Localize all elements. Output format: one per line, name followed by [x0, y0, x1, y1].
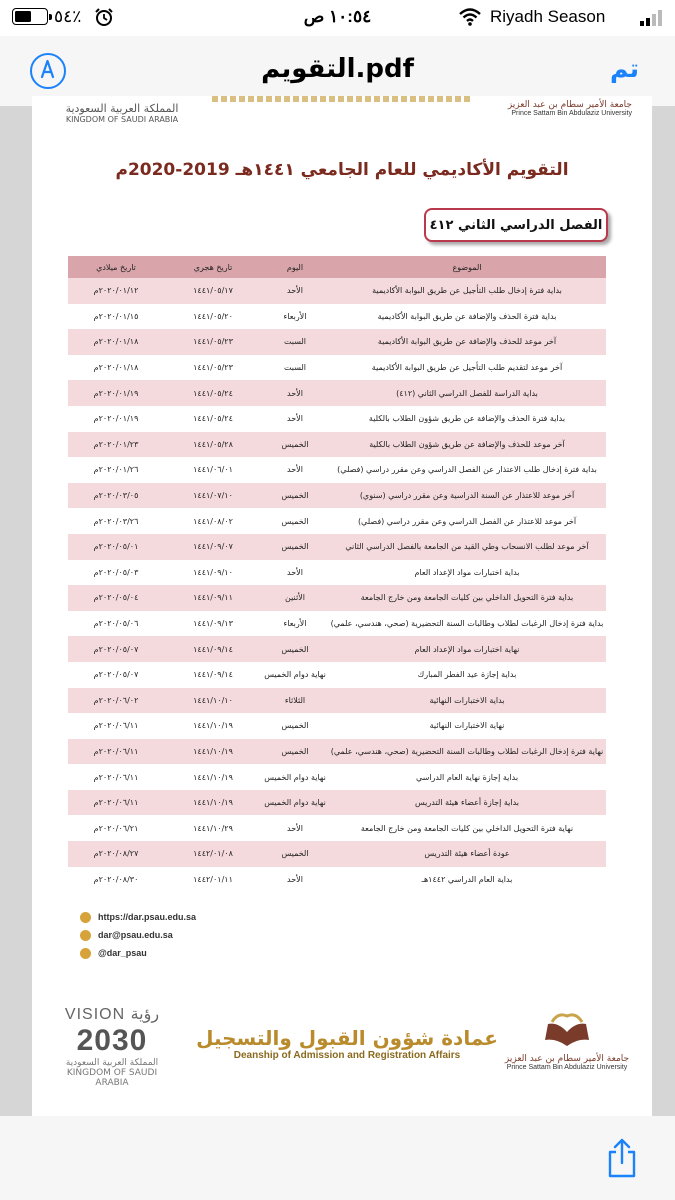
table-row	[68, 278, 606, 304]
cell-day: الخميس	[262, 739, 328, 765]
table-row	[68, 355, 606, 381]
table-row	[68, 380, 606, 406]
cell-gregorian-date: ٢٠٢٠/٠٣/٢٦م	[93, 516, 139, 526]
cell-gregorian-date: ٢٠٢٠/٠٣/٠٥م	[68, 483, 164, 509]
cell-hijri-date: ١٤٤١/١٠/١٩	[193, 721, 233, 731]
cell-gregorian-date: ٢٠٢٠/٠٥/٠٦م	[93, 619, 139, 629]
cell-topic: بداية إجازة أعضاء هيئة التدريس	[328, 790, 606, 816]
cell-gregorian-date: ٢٠٢٠/٠٥/٠١م	[68, 534, 164, 560]
cell-gregorian-date: ٢٠٢٠/٠٥/٠٣م	[93, 567, 139, 577]
cell-day: نهاية دوام الخميس	[264, 772, 326, 782]
cell-topic: آخر موعد للاعتذار عن الفصل الدراسي وعن مقرر دراسي (فصلي)	[357, 516, 577, 526]
cell-day: الأحد	[262, 278, 328, 304]
table-row	[68, 739, 606, 765]
bottom-toolbar	[0, 1116, 675, 1200]
cell-topic: بداية إجازة عيد الفطر المبارك	[417, 670, 517, 680]
website-text: https://dar.psau.edu.sa	[98, 912, 197, 922]
cell-topic: آخر موعد للاعتذار عن السنة الدراسية وعن مقرر دراسي (سنوي)	[328, 483, 606, 509]
vision-2030-logo	[52, 1004, 172, 1088]
pdf-viewer[interactable]	[0, 100, 675, 1116]
cell-day: نهاية دوام الخميس	[264, 670, 326, 680]
university-name-ar-2: جامعة الأمير سطام بن عبد العزيز	[504, 1054, 630, 1064]
cell-hijri-date: ١٤٤١/٠٥/٢٠	[193, 311, 233, 321]
cell-hijri-date: ١٤٤١/٠٩/١١	[164, 585, 262, 611]
cell-hijri-date: ١٤٤١/٠٥/٢٨	[164, 432, 262, 458]
cell-day: الأحد	[287, 465, 303, 475]
cell-topic: بداية فترة إدخال طلب الاعتذار عن الفصل الدراسي وعن مقرر دراسي (فصلي)	[337, 465, 597, 475]
pdf-page-1	[32, 96, 652, 1062]
table-row	[68, 662, 606, 688]
carrier-name: Riyadh Season	[490, 7, 606, 26]
cell-day: الخميس	[262, 534, 328, 560]
cell-hijri-date: ١٤٤١/٠٥/٢٤	[164, 380, 262, 406]
table-row	[68, 508, 606, 534]
web-icon	[80, 912, 91, 923]
deanship-name-en: Deanship of Admission and Registration Affairs	[233, 1050, 461, 1061]
kingdom-name-en: KINGDOM OF SAUDI ARABIA	[65, 115, 179, 124]
email-text: dar@psau.edu.sa	[98, 930, 173, 940]
table-row	[68, 688, 606, 714]
cell-gregorian-date: ٢٠٢٠/٠١/١٨م	[68, 329, 164, 355]
cell-hijri-date: ١٤٤١/١٠/١٠	[164, 688, 262, 714]
cell-topic: عودة أعضاء هيئة التدريس	[328, 841, 606, 867]
battery-percent: ٥٤٪	[54, 7, 82, 26]
clock: ١٠:٥٤ ص	[303, 7, 372, 26]
share-icon[interactable]	[606, 1138, 638, 1178]
cell-hijri-date: ١٤٤٢/٠١/١١	[193, 874, 233, 884]
table-row	[68, 329, 606, 355]
cell-topic: بداية فترة التحويل الداخلي بين كليات الجامعة ومن خارج الجامعة	[328, 585, 606, 611]
table-header-row	[68, 256, 606, 278]
cell-topic: بداية اختبارات مواد الإعداد العام	[414, 567, 520, 577]
table-body	[68, 278, 606, 892]
cell-day: الثلاثاء	[262, 688, 328, 714]
calendar-title: التقويم الأكاديمي للعام الجامعي ١٤٤١هـ 2019-2020م	[115, 160, 569, 180]
cell-gregorian-date: ٢٠٢٠/٠١/١٩م	[68, 380, 164, 406]
cell-hijri-date: ١٤٤١/٠٩/١٣	[193, 619, 233, 629]
cell-topic: بداية الاختبارات النهائية	[328, 688, 606, 714]
university-logo	[502, 100, 632, 117]
cell-hijri-date: ١٤٤١/٠٩/١٤	[193, 670, 233, 680]
vision-kingdom-en: KINGDOM OF SAUDI ARABIA	[66, 1068, 158, 1088]
cell-hijri-date: ١٤٤٢/٠١/٠٨	[164, 841, 262, 867]
table-row	[68, 585, 606, 611]
header-decoration	[212, 96, 472, 102]
cell-hijri-date: ١٤٤١/٠٥/٢٣	[193, 363, 233, 373]
cell-topic: بداية العام الدراسي ١٤٤٢هـ	[421, 874, 513, 884]
cell-topic: آخر موعد لطلب الانسحاب وطي القيد من الجامعة بالفصل الدراسي الثاني	[328, 534, 606, 560]
cell-hijri-date: ١٤٤١/٠٥/٢٣	[164, 329, 262, 355]
table-row	[68, 636, 606, 662]
table-row	[68, 611, 606, 637]
cell-gregorian-date: ٢٠٢٠/٠٨/٢٧م	[68, 841, 164, 867]
table-row	[68, 867, 606, 893]
twitter-text: @dar_psau	[98, 948, 147, 958]
cell-topic: بداية الدراسة للفصل الدراسي الثاني (٤١٢)	[328, 380, 606, 406]
cell-gregorian-date: ٢٠٢٠/٠٦/١١م	[68, 739, 164, 765]
cell-day: الأحد	[287, 874, 303, 884]
cell-topic: بداية إجازة نهاية العام الدراسي	[415, 772, 519, 782]
document-title: التقويم.pdf	[261, 54, 414, 84]
cell-day: الأحد	[287, 567, 303, 577]
cell-day: الخميس	[281, 516, 309, 526]
email-icon	[80, 930, 91, 941]
cell-day: الأربعاء	[283, 619, 307, 629]
cell-topic: نهاية فترة التحويل الداخلي بين كليات الجامعة ومن خارج الجامعة	[360, 823, 574, 833]
cell-hijri-date: ١٤٤١/٠٩/٠٧	[164, 534, 262, 560]
contact-info	[80, 908, 196, 962]
contact-twitter[interactable]	[80, 944, 196, 962]
university-name-ar: جامعة الأمير سطام بن عبد العزيز	[507, 100, 632, 110]
table-row	[68, 457, 606, 483]
cell-topic: بداية فترة إدخال الرغبات لطلاب وطالبات السنة التحضيرية (صحي، هندسي، علمي)	[330, 619, 604, 629]
cell-gregorian-date: ٢٠٢٠/٠٥/٠٧م	[68, 636, 164, 662]
cell-hijri-date: ١٤٤١/٠٩/١٠	[193, 567, 233, 577]
header-day: اليوم	[262, 256, 328, 278]
table-row	[68, 815, 606, 841]
cell-topic: بداية فترة إدخال طلب التأجيل عن طريق البوابة الأكاديمية	[328, 278, 606, 304]
header-gregorian-date: تاريخ ميلادي	[68, 256, 164, 278]
cell-day: الخميس	[262, 636, 328, 662]
cell-day: الأربعاء	[283, 311, 307, 321]
deanship-name-ar: عمادة شؤون القبول والتسجيل	[196, 1026, 498, 1050]
open-book-icon	[542, 1010, 592, 1050]
cell-gregorian-date: ٢٠٢٠/٠١/١٥م	[93, 311, 139, 321]
cell-topic: بداية فترة الحذف والإضافة عن طريق شؤون الطلاب بالكلية	[368, 414, 566, 424]
cell-hijri-date: ١٤٤١/٠٦/٠١	[193, 465, 233, 475]
cell-hijri-date: ١٤٤١/٠٨/٠٢	[193, 516, 233, 526]
cell-topic: آخر موعد للحذف والإضافة عن طريق البوابة الأكاديمية	[328, 329, 606, 355]
table-row	[68, 841, 606, 867]
cell-gregorian-date: ٢٠٢٠/٠١/١٩م	[93, 414, 139, 424]
cell-day: السبت	[283, 363, 307, 373]
wifi-icon	[458, 7, 482, 27]
table-row	[68, 483, 606, 509]
cell-day: الأحد	[287, 414, 303, 424]
cell-day: الخميس	[281, 721, 309, 731]
cell-topic: آخر موعد لتقديم طلب التأجيل عن طريق البوابة الأكاديمية	[371, 363, 563, 373]
cell-hijri-date: ١٤٤١/١٠/٢٩	[193, 823, 233, 833]
kingdom-logo	[62, 102, 182, 124]
cell-day: السبت	[262, 329, 328, 355]
cell-gregorian-date: ٢٠٢٠/٠٦/١١م	[68, 790, 164, 816]
cell-topic: آخر موعد للحذف والإضافة عن طريق شؤون الطلاب بالكلية	[328, 432, 606, 458]
cell-hijri-date: ١٤٤١/٠٩/١٤	[164, 636, 262, 662]
table-row	[68, 534, 606, 560]
vision-word: VISION رؤية	[64, 1006, 160, 1023]
cell-hijri-date: ١٤٤١/١٠/١٩	[164, 790, 262, 816]
page-header	[32, 96, 652, 136]
table-row	[68, 713, 606, 739]
university-name-en: Prince Sattam Bin Abdulaziz University	[511, 110, 632, 117]
university-name-en-2: Prince Sattam Bin Abdulaziz University	[506, 1064, 628, 1071]
kingdom-name-ar: المملكة العربية السعودية	[65, 102, 179, 115]
cell-gregorian-date: ٢٠٢٠/٠٥/٠٤م	[68, 585, 164, 611]
cell-topic: نهاية فترة إدخال الرغبات لطلاب وطالبات السنة التحضيرية (صحي، هندسي، علمي)	[328, 739, 606, 765]
cell-day: الأحد	[287, 823, 303, 833]
cell-gregorian-date: ٢٠٢٠/٠١/٢٣م	[68, 432, 164, 458]
status-bar	[0, 0, 675, 36]
table-row	[68, 790, 606, 816]
cell-topic: بداية فترة الحذف والإضافة عن طريق البوابة الأكاديمية	[377, 311, 557, 321]
table-row	[68, 406, 606, 432]
cell-hijri-date: ١٤٤١/٠٧/١٠	[164, 483, 262, 509]
cell-gregorian-date: ٢٠٢٠/٠١/٢٦م	[93, 465, 139, 475]
table-row	[68, 432, 606, 458]
cell-topic: نهاية اختبارات مواد الإعداد العام	[328, 636, 606, 662]
cell-day: الأثنين	[262, 585, 328, 611]
cell-gregorian-date: ٢٠٢٠/٠٦/٠٢م	[68, 688, 164, 714]
cell-hijri-date: ١٤٤١/٠٥/٢٤	[193, 414, 233, 424]
cell-gregorian-date: ٢٠٢٠/٠٨/٣٠م	[93, 874, 139, 884]
cell-hijri-date: ١٤٤١/١٠/١٩	[193, 772, 233, 782]
cell-day: الخميس	[262, 483, 328, 509]
header-hijri-date: تاريخ هجري	[164, 256, 262, 278]
vision-year: 2030	[76, 1024, 148, 1057]
done-button[interactable]: تم	[610, 54, 639, 83]
cell-day: نهاية دوام الخميس	[262, 790, 328, 816]
cell-day: الأحد	[262, 380, 328, 406]
cell-day: الخميس	[262, 432, 328, 458]
cell-day: الخميس	[262, 841, 328, 867]
cellular-signal-icon	[640, 10, 664, 26]
semester-label: الفصل الدراسي الثاني ٤١٢	[424, 208, 608, 242]
cell-gregorian-date: ٢٠٢٠/٠٥/٠٧م	[93, 670, 139, 680]
academic-calendar-table	[68, 256, 606, 892]
contact-email[interactable]	[80, 926, 196, 944]
cell-topic: نهاية الاختبارات النهائية	[429, 721, 505, 731]
cell-gregorian-date: ٢٠٢٠/٠١/١٨م	[93, 363, 139, 373]
university-logo-2	[502, 1010, 632, 1071]
table-row	[68, 560, 606, 586]
header-topic: الموضوع	[328, 256, 606, 278]
deanship-logo	[192, 1026, 502, 1061]
table-row	[68, 304, 606, 330]
cell-gregorian-date: ٢٠٢٠/٠٦/١١م	[93, 721, 139, 731]
cell-gregorian-date: ٢٠٢٠/٠١/١٢م	[68, 278, 164, 304]
vision-kingdom-ar: المملكة العربية السعودية	[65, 1058, 159, 1068]
cell-gregorian-date: ٢٠٢٠/٠٦/١١م	[93, 772, 139, 782]
cell-gregorian-date: ٢٠٢٠/٠٦/٢١م	[93, 823, 139, 833]
table-row	[68, 764, 606, 790]
cell-hijri-date: ١٤٤١/١٠/١٩	[164, 739, 262, 765]
cell-hijri-date: ١٤٤١/٠٥/١٧	[164, 278, 262, 304]
contact-website[interactable]	[80, 908, 196, 926]
twitter-icon	[80, 948, 91, 959]
